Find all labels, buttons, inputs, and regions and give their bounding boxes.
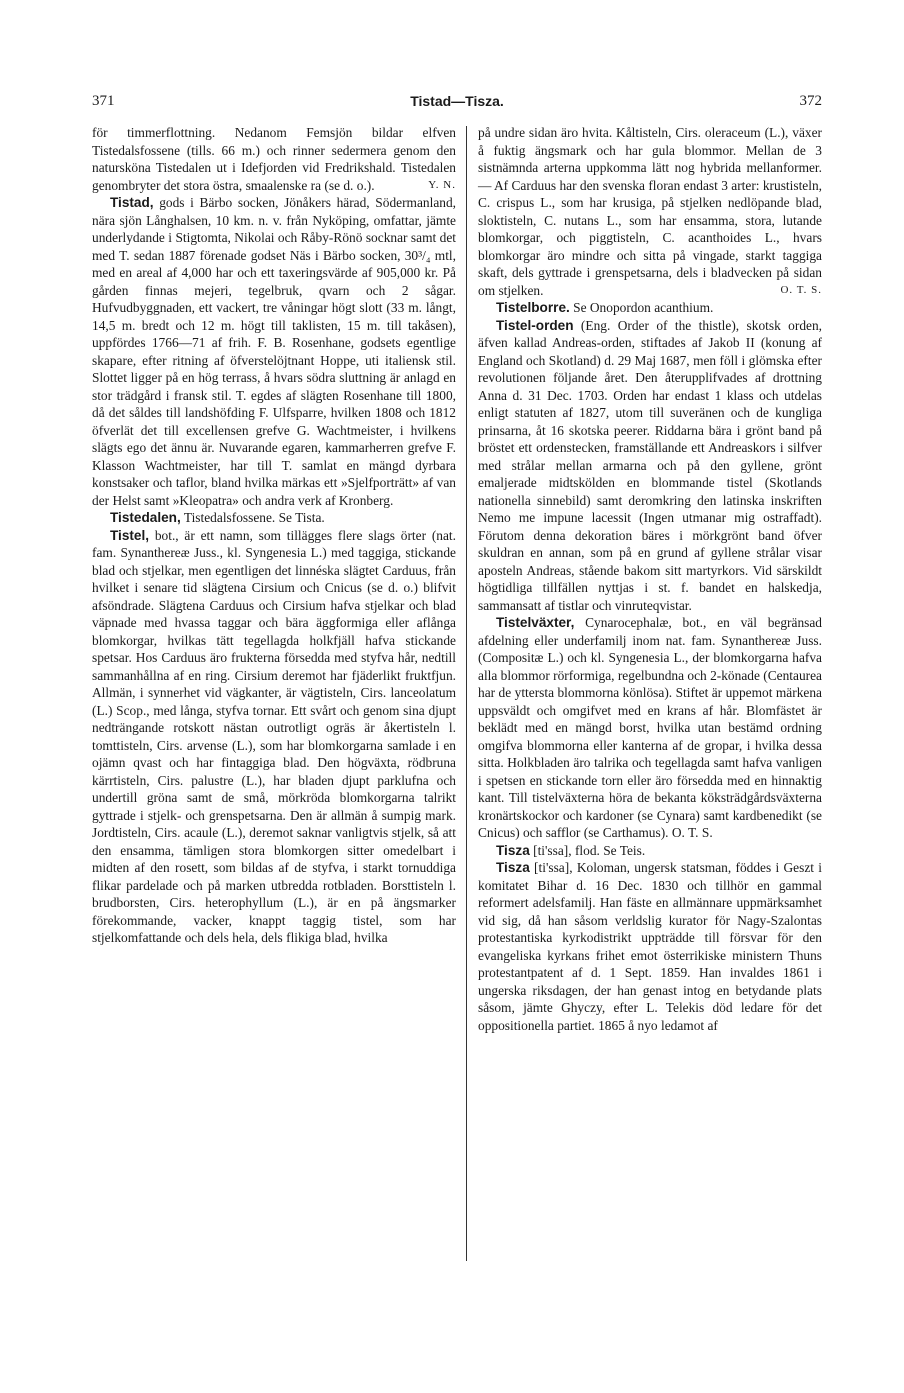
entry-text: [ti'ssa], Koloman, ungersk statsman, föddes i Geszt i komitatet Bihar d. 16 Dec. 1830 och tillhör en gammal reformert adelsfamilj. Han fäste en allmännare uppmärksamhet vid sig, då han såsom verldslig kurator för Nagy-Szalontas protestantiska kyrkodistrikt uppträdde till försvar för den evangeliska kyrkans frihet emot österrikiske ministern Thuns protestantpatent af d. 1 Sept. 1859. Han invaldes 1861 i ungerska riksdagen, der han genast intog en betydande plats såsom, jämte Ghyczy, efter L. Telekis död ledare för det oppositionella partiet. 1865 å nyo ledamot af [478,860,822,1033]
entry-tistel [92,527,456,947]
page-header [92,93,822,113]
continued-paragraph [478,124,822,299]
entry-tisza-koloman [478,859,822,1034]
running-title: Tistad—Tisza. [410,93,504,109]
entry-text: Se Onopordon acanthium. [569,300,714,315]
entry-tistedalen [92,509,456,527]
paragraph-text: på undre sidan äro hvita. Kåltisteln, Cirs. oleraceum (L.), växer å fuktig ängsmark och har gula blommor. Mellan de 3 sistnämnda arterna uppkomma lätt nog hybrida mellanformer. — Af Carduus har den svenska floran endast 3 arter: krustisteln, C. crispus L., som har krusiga, på stjelken nedlöpande blad, sloktisteln, C. nutans L., som har ensamma, stora, lutande blomkorgar, och piggtisteln, C. acanthoides L., hvars blomkorgar äro mindre och sitta på vingade, starkt taggiga skaft, dels gyttrade i grenspetsarna, dels i bladvecken på sidan om stjelken. [478,125,822,298]
entry-tistel-orden [478,317,822,615]
page-number-left: 371 [92,93,115,109]
entry-tistad [92,194,456,509]
entry-tistelvaxter [478,614,822,842]
entry-text: Tistedalsfossene. Se Tista. [180,510,325,525]
left-column [92,124,456,947]
entry-text: Cynarocephalæ, bot., en väl begränsad afdelning eller underfamilj inom nat. fam. Synanthereæ Juss. (Compositæ L.) och kl. Syngenesia L., der blomkorgarna hafva alla blommor rörformiga, regelbundna och 2-könade (Centaurea har de yttersta blommorna könlösa). Stiftet är uppemot märkena uppsväldt och omgifvet med en krans af hår. Blomfästet är beklädt med en mängd borst, hvilka utan bestämd ordning omgifva blommorna eller kanterna af de gropar, i hvilka dessa sitta. Holkbladen äro talrika och tegellagda samt hafva vanligen i spetsen en stickande torn eller äro försedda med en hinnaktig kant. Till tistelväxterna höra de bekanta köksträdgårdsväxterna kronärtskockor och kardoner (se Cynara) samt kardbenedikt (se Cnicus) och safflor (se Carthamus). O. T. S. [478,615,822,840]
entry-tistelborre [478,299,822,317]
entry-headword: Tistad, [110,195,154,210]
entry-headword: Tistel-orden [496,317,574,333]
column-divider [466,126,467,1261]
entry-headword: Tisza [496,842,530,858]
entry-text: (Eng. Order of the thistle), skotsk orden, äfven kallad Andreas-orden, stiftades af Jakob II (konung af England och Skotland) d. 29 Maj 1687, men föll i glömska efter revolutionen följande året. Den återupplifvades af drottning Anna d. 31 Dec. 1703. Orden har endast 1 klass och utdelas enligt statuten af 1827, utom till suveränen och de kungliga prinsarna, åt 16 skotska peerer. Riddarna bära i grönt band på bröstet ett ordenstecken, framställande ett Andreaskors i silfver med strålar mellan armarna och på den gyllene, grönt emaljerade midtskölden en blommande tistel (Skotlands nationella sinnebild) samt deromkring den latinska inskriften Nemo me impune lacessit (Ingen utmanar mig ostraffadt). Förutom denna dekoration bäres i mörkgrönt band öfver skuldran en annan, som på en grund af gyllene strålar visar aposteln Andreas, stående bakom sitt martyrkors. Vid särskildt högtidliga tillfällen nyttjas i st. f. bandet en halskedja, sammansatt af tistlar och vinruteqvistar. [478,317,822,613]
entry-headword: Tistelväxter, [496,615,575,630]
continued-paragraph [92,124,456,194]
author-signature: Y. N. [428,178,456,191]
entry-text: bot., är ett namn, som tillägges flere slags örter (nat. fam. Synanthereæ Juss., kl. Syngenesia L.) med taggiga, stickande blad och stjelkar, men egentligen det linnéska slägtet Carduus, från hvilket i senare tid slägtena Cirsium och Cnicus (se d. o.) blifvit afsöndrade. Slägtena Carduus och Cirsium hafva stjelkar och blad väpnade med hvassa taggar och bära äggformiga eller aflånga blomkorgar, hvilkas tätt tegellagda holkfjäll hafva stickande spetsar. Hos Carduus äro frukterna försedda med styfva hår, nedtill sammanhållna af en ring. Cirsium deremot har fjäderlikt fruktfjun. Allmän, i synnerhet vid vägkanter, är vägtisteln, Cirs. lanceolatum (L.) Scop., med långa, styfva tornar. Ett svårt och genom sina djupt nedträngande rotskott nästan outrotligt ogräs är åkertisteln l. tomttisteln, Cirs. arvense (L.), som har blomkorgarna samlade i en ojämn qvast och har fintaggiga blad. Den högväxta, rödbruna kärrtisteln, Cirs. palustre (L.), har bladen djupt parklufna och undertill gröna samt de små, mörkröda blomkorgarna talrikt gyttrade i stjelk- och grenspetsarna. Den är allmän å sumpig mark. Jordtisteln, Cirs. acaule (L.), deremot saknar vanligtvis stjelk, så att den ensamma, tämligen stora blomkorgen sitter omedelbart i midten af den rosett, som bildas af de styfva, i starkt tornuddiga flikar pardelade och på marken utbredda rotbladen. Borsttisteln l. brudborsten, Cirs. heterophyllum (L.), är en på ängsmarker förekommande, vacker, knappt taggig tistel, som har stjelkomfattande och dels hela, dels flikiga blad, hvilka [92,527,456,945]
entry-text: gods i Bärbo socken, Jönåkers härad, Södermanland, nära sjön Långhalsen, 10 km. n. v. från Nyköping, omfattar, jämte underlydande i Stigtomta, Nikolai och Råby-Rönö socknar samt det med T. sedan 1887 förenade godset Näs i Bärbo socken, 30³/₄ mtl, med en areal af 4,000 har och ett taxeringsvärde af 905,000 kr. På gården finnas mejeri, tegelbruk, qvarn och 2 sågar. Hufvudbyggnaden, ett vackert, tre våningar högt slott (33 m. långt, 14,5 m. bredt och 12 m. högt till taklisten, 15 m. till takåsen), uppfördes 1766—71 af frih. F. B. Rosenhane, godsets egentlige skapare, efter ritning af öfverstelöjtnant Hoppe, uti italiensk stil. Slottet ligger på en hög terrass, å hvars södra sluttning är anlagd en stor trädgård i fransk stil. T. egdes af slägten Rosenhane till 1800, då det såldes till landshöfding F. Ulfsparre, hvilken 1808 och 1812 öfverlät det till excellensen grefve G. Wachtmeister, i hvilkens slägts ego det ännu är. Nuvarande egaren, kammarherren grefve F. Klasson Wachtmeister, har till T. samlat en mängd dyrbara konstsaker och taflor, bland hvilka märkas ett »Sjelfporträtt» af van der Helst samt »Kleopatra» och andra verk af Kronberg. [92,195,456,508]
right-column [478,124,822,1034]
author-signature: O. T. S. [780,283,822,296]
entry-text: [ti'ssa], flod. Se Teis. [529,842,646,858]
entry-headword: Tisza [496,860,530,875]
paragraph-text: för timmerflottning. Nedanom Femsjön bildar elfven Tistedalsfossene (tills. 66 m.) och rinner sedermera genom den natursköna Tistedalen ut i Idefjorden vid Fredrikshald. Tistedalen genombryter det stora östra, smaalenske ra (se d. o.). [92,125,456,193]
page-number-right: 372 [799,93,822,109]
entry-headword: Tistelborre. [496,300,570,315]
entry-tisza-river [478,842,822,860]
entry-headword: Tistedalen, [110,510,181,525]
entry-headword: Tistel, [110,527,150,543]
